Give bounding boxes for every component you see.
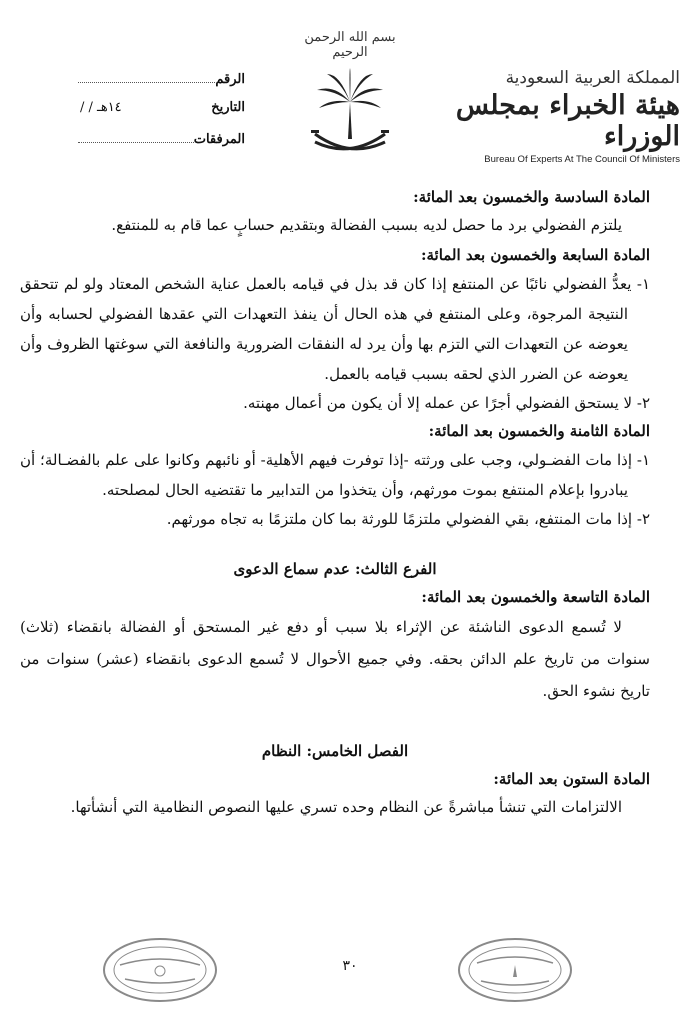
spacer <box>20 707 650 737</box>
letterhead <box>0 0 700 165</box>
official-stamp-icon <box>455 935 575 1005</box>
palm-swords-emblem-icon <box>290 64 410 163</box>
article-156-heading: المادة السادسة والخمسون بعد المائة: <box>413 188 650 206</box>
document-body <box>20 183 650 821</box>
ref-number-fill <box>78 70 215 83</box>
article-160-text: الالتزامات التي تنشأ مباشرةً عن النظام وحده تسري عليها النصوص النظامية التي أنشأتها. <box>70 798 622 816</box>
attachments-line <box>70 130 245 160</box>
article-158-item-2: ٢- إذا مات المنتفع، بقي الفضولي ملتزمًا للورثة بما كان ملتزمًا به تجاه مورثهم. <box>166 510 650 528</box>
article-159-heading: المادة التاسعة والخمسون بعد المائة: <box>421 588 650 606</box>
date-label: التاريخ <box>211 100 245 115</box>
page-number: ٣٠ <box>342 958 358 974</box>
date-line <box>70 100 245 130</box>
attachments-label: المرفقات <box>193 132 245 147</box>
date-value: / / ١٤هـ <box>80 100 122 115</box>
emblem-block <box>290 30 410 163</box>
ref-number-line <box>70 70 245 100</box>
basmala: بسم الله الرحمن الرحيم <box>304 30 396 60</box>
article-157-item-2: ٢- لا يستحق الفضولي أجرًا عن عمله إلا أن يكون من أعمال مهنته. <box>243 394 650 412</box>
ref-number-label: الرقم <box>215 72 245 87</box>
article-157-heading: المادة السابعة والخمسون بعد المائة: <box>420 246 650 264</box>
article-156-text: يلتزم الفضولي برد ما حصل لديه بسبب الفضالة وبتقديم حسابٍ عما قام به للمنتفع. <box>111 216 622 234</box>
article-160-heading: المادة الستون بعد المائة: <box>493 770 650 788</box>
bureau-name-arabic: هيئة الخبراء بمجلس الوزراء <box>455 90 680 152</box>
spacer <box>20 533 650 555</box>
article-158-item-1: ١- إذا مات الفضـولي، وجب على ورثته -إذا توفرت فيهم الأهلية- أو نائبهم وكانوا على علم بالفضـالة؛ أن يبادروا بإعلام المنتفع بموت مورثهم، وأن يتخذوا من التدابير ما تقتضيه الحال لمصلحته. <box>20 451 650 499</box>
bureau-identity <box>450 68 680 165</box>
bureau-name-english: Bureau Of Experts At The Council Of Ministers <box>484 154 680 165</box>
article-157-item-1: ١- يعدُّ الفضولي نائبًا عن المنتفع إذا كان قد بذل في قيامه بالعمل عناية الشخص المعتاد ولو لم تتحقق النتيجة المرجوة، وعلى المنتفع في هذه الحال أن ينفذ التعهدات التي عقدها الفضولي لحسابه وأن يعوضه عن التعهدات التي التزم بها وأن يرد له النفقات الضرورية والنافعة التي سوغتها الظروف وأن يعوضه عن الضرر الذي لحقه بسبب قيامه بالعمل. <box>20 275 650 383</box>
reference-block <box>70 70 245 160</box>
article-158-heading: المادة الثامنة والخمسون بعد المائة: <box>428 422 650 440</box>
branch-3-title: الفرع الثالث: عدم سماع الدعوى <box>233 560 437 578</box>
attachments-fill <box>78 130 194 143</box>
article-159-text: لا تُسمع الدعوى الناشئة عن الإثراء بلا سبب أو دفع غير المستحق أو الفضالة بانقضاء (ثلاث) سنوات من تاريخ علم الدائن بحقه. وفي جميع الأحوال لا تُسمع الدعوى بانقضاء (عشر) سنوات من تاريخ نشوء الحق. <box>20 618 650 700</box>
kingdom-name: المملكة العربية السعودية <box>505 68 680 88</box>
chapter-5-title: الفصل الخامس: النظام <box>261 742 409 760</box>
